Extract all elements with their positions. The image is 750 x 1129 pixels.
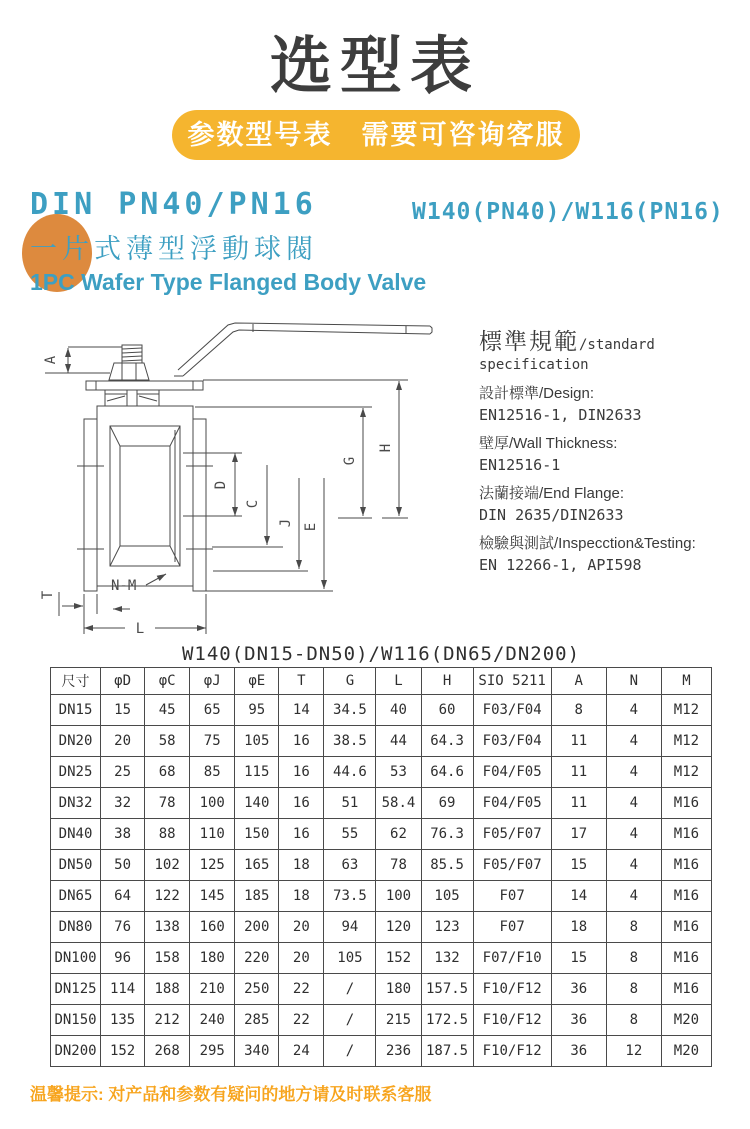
- table-cell: M20: [661, 1036, 711, 1067]
- spec-items: [479, 382, 747, 574]
- spec-item-label: 法蘭接端/End Flange:: [479, 485, 625, 502]
- table-cell: 55: [324, 819, 376, 850]
- table-cell: M12: [661, 757, 711, 788]
- table-cell: M12: [661, 726, 711, 757]
- table-cell: 102: [145, 850, 190, 881]
- table-cell: 105: [324, 943, 376, 974]
- standard-specification: [479, 323, 747, 574]
- table-cell: 45: [145, 695, 190, 726]
- table-row: [51, 695, 712, 726]
- table-row: [51, 1036, 712, 1067]
- table-cell: 68: [145, 757, 190, 788]
- table-cell: 32: [101, 788, 145, 819]
- table-cell: 20: [279, 943, 324, 974]
- table-cell: F10/F12: [473, 1036, 551, 1067]
- page-title: 选型表: [269, 32, 480, 101]
- table-cell: 212: [145, 1005, 190, 1036]
- table-cell: DN100: [51, 943, 101, 974]
- column-header: φJ: [190, 668, 235, 695]
- table-cell: 69: [421, 788, 473, 819]
- table-body: [51, 695, 712, 1067]
- table-cell: 12: [606, 1036, 661, 1067]
- table-cell: 51: [324, 788, 376, 819]
- table-cell: 215: [376, 1005, 421, 1036]
- table-cell: 152: [376, 943, 421, 974]
- table-cell: DN65: [51, 881, 101, 912]
- table-cell: 4: [606, 726, 661, 757]
- table-header-row: [51, 668, 712, 695]
- table-cell: 63: [324, 850, 376, 881]
- table-cell: 85.5: [421, 850, 473, 881]
- table-cell: 123: [421, 912, 473, 943]
- table-cell: 125: [190, 850, 235, 881]
- table-cell: DN125: [51, 974, 101, 1005]
- table-cell: 236: [376, 1036, 421, 1067]
- product-name-cn: 一片式薄型浮動球閥: [30, 234, 318, 264]
- table-cell: F05/F07: [473, 850, 551, 881]
- column-header: H: [421, 668, 473, 695]
- table-cell: 85: [190, 757, 235, 788]
- table-cell: F04/F05: [473, 788, 551, 819]
- dim-label-l: L: [135, 621, 145, 637]
- valve-drawing-icon: [25, 298, 460, 646]
- table-cell: F04/F05: [473, 757, 551, 788]
- table-cell: DN150: [51, 1005, 101, 1036]
- table-cell: M16: [661, 819, 711, 850]
- table-cell: 88: [145, 819, 190, 850]
- table-cell: 240: [190, 1005, 235, 1036]
- table-row: [51, 974, 712, 1005]
- table-cell: 11: [551, 757, 606, 788]
- product-name-en: 1PC Wafer Type Flanged Body Valve: [30, 269, 427, 295]
- table-cell: 78: [145, 788, 190, 819]
- table-cell: 135: [101, 1005, 145, 1036]
- table-cell: M12: [661, 695, 711, 726]
- table-cell: 14: [551, 881, 606, 912]
- banner-pill: 参数型号表 需要可咨询客服: [172, 110, 580, 160]
- table-cell: 295: [190, 1036, 235, 1067]
- table-cell: 268: [145, 1036, 190, 1067]
- column-header: φE: [235, 668, 279, 695]
- table-cell: F07: [473, 912, 551, 943]
- table-cell: DN32: [51, 788, 101, 819]
- column-header: M: [661, 668, 711, 695]
- table-cell: 95: [235, 695, 279, 726]
- table-cell: 36: [551, 1005, 606, 1036]
- table-row: [51, 943, 712, 974]
- table-cell: 180: [190, 943, 235, 974]
- table-cell: 16: [279, 757, 324, 788]
- column-header: 尺寸: [51, 668, 101, 695]
- table-cell: 50: [101, 850, 145, 881]
- table-cell: M16: [661, 912, 711, 943]
- product-series: DIN PN40/PN16: [30, 187, 317, 222]
- table-cell: 16: [279, 726, 324, 757]
- table-cell: 38.5: [324, 726, 376, 757]
- table-cell: M20: [661, 1005, 711, 1036]
- table-cell: 18: [551, 912, 606, 943]
- table-row: [51, 819, 712, 850]
- table-cell: 15: [551, 943, 606, 974]
- footer-note: 温馨提示: 对产品和参数有疑问的地方请及时联系客服: [30, 1085, 432, 1104]
- table-cell: DN15: [51, 695, 101, 726]
- table-cell: 20: [101, 726, 145, 757]
- table-cell: 15: [551, 850, 606, 881]
- table-cell: 220: [235, 943, 279, 974]
- spec-item-value: EN12516-1: [479, 456, 561, 474]
- column-header: N: [606, 668, 661, 695]
- table-cell: 44.6: [324, 757, 376, 788]
- table-cell: /: [324, 1036, 376, 1067]
- table-cell: M16: [661, 943, 711, 974]
- table-cell: 145: [190, 881, 235, 912]
- table-cell: 138: [145, 912, 190, 943]
- table-cell: 4: [606, 881, 661, 912]
- spec-item-label: 檢驗與測試/Inspecction&Testing:: [479, 535, 696, 552]
- table-cell: DN25: [51, 757, 101, 788]
- table-cell: 22: [279, 1005, 324, 1036]
- dim-label-nm: N-M: [111, 578, 137, 594]
- spec-item-value: DIN 2635/DIN2633: [479, 506, 624, 524]
- table-cell: 76.3: [421, 819, 473, 850]
- table-cell: 188: [145, 974, 190, 1005]
- table-cell: 20: [279, 912, 324, 943]
- table-cell: 4: [606, 695, 661, 726]
- dimension-table: [50, 667, 712, 1067]
- table-cell: F10/F12: [473, 1005, 551, 1036]
- table-cell: 150: [235, 819, 279, 850]
- table-cell: F07/F10: [473, 943, 551, 974]
- table-cell: 22: [279, 974, 324, 1005]
- table-row: [51, 881, 712, 912]
- table-cell: 4: [606, 788, 661, 819]
- table-cell: 105: [421, 881, 473, 912]
- table-cell: 114: [101, 974, 145, 1005]
- table-cell: 34.5: [324, 695, 376, 726]
- table-cell: 73.5: [324, 881, 376, 912]
- table-cell: 158: [145, 943, 190, 974]
- table-cell: 60: [421, 695, 473, 726]
- table-cell: 172.5: [421, 1005, 473, 1036]
- table-cell: 40: [376, 695, 421, 726]
- table-cell: 18: [279, 881, 324, 912]
- dim-label-t: T: [40, 590, 56, 600]
- spec-item-value: EN 12266-1, API598: [479, 556, 642, 574]
- table-cell: 64.3: [421, 726, 473, 757]
- dim-label-a: A: [43, 355, 59, 365]
- table-cell: 152: [101, 1036, 145, 1067]
- table-cell: 8: [606, 912, 661, 943]
- table-cell: F07: [473, 881, 551, 912]
- product-heading: [30, 187, 426, 296]
- table-cell: 157.5: [421, 974, 473, 1005]
- table-cell: 8: [606, 974, 661, 1005]
- table-cell: 11: [551, 788, 606, 819]
- table-cell: 100: [376, 881, 421, 912]
- table-cell: 4: [606, 819, 661, 850]
- table-cell: 132: [421, 943, 473, 974]
- table-cell: M16: [661, 974, 711, 1005]
- table-cell: 64.6: [421, 757, 473, 788]
- table-cell: F03/F04: [473, 726, 551, 757]
- table-cell: 110: [190, 819, 235, 850]
- table-cell: 160: [190, 912, 235, 943]
- dim-label-c: C: [245, 499, 261, 509]
- table-row: [51, 912, 712, 943]
- table-cell: 285: [235, 1005, 279, 1036]
- table-cell: 340: [235, 1036, 279, 1067]
- table-cell: M16: [661, 850, 711, 881]
- table-cell: DN80: [51, 912, 101, 943]
- table-cell: DN20: [51, 726, 101, 757]
- table-cell: 120: [376, 912, 421, 943]
- table-cell: 16: [279, 819, 324, 850]
- dim-label-e: E: [303, 522, 319, 532]
- table-cell: 65: [190, 695, 235, 726]
- table-cell: 36: [551, 1036, 606, 1067]
- table-cell: DN50: [51, 850, 101, 881]
- table-cell: 38: [101, 819, 145, 850]
- table-cell: DN200: [51, 1036, 101, 1067]
- table-cell: 64: [101, 881, 145, 912]
- table-cell: 8: [606, 943, 661, 974]
- table-cell: 94: [324, 912, 376, 943]
- spec-item-label: 設計標準/Design:: [479, 385, 595, 402]
- table-cell: 53: [376, 757, 421, 788]
- column-header: φD: [101, 668, 145, 695]
- table-cell: 11: [551, 726, 606, 757]
- table-row: [51, 757, 712, 788]
- table-cell: 185: [235, 881, 279, 912]
- table-cell: 58.4: [376, 788, 421, 819]
- table-cell: 140: [235, 788, 279, 819]
- column-header: T: [279, 668, 324, 695]
- table-row: [51, 788, 712, 819]
- table-cell: 200: [235, 912, 279, 943]
- table-cell: 122: [145, 881, 190, 912]
- table-cell: 17: [551, 819, 606, 850]
- table-cell: M16: [661, 788, 711, 819]
- column-header: L: [376, 668, 421, 695]
- table-cell: 16: [279, 788, 324, 819]
- table-cell: DN40: [51, 819, 101, 850]
- table-cell: 75: [190, 726, 235, 757]
- table-cell: 62: [376, 819, 421, 850]
- table-row: [51, 850, 712, 881]
- specs-heading-en: /standard specification: [479, 337, 655, 373]
- table-cell: 187.5: [421, 1036, 473, 1067]
- table-cell: 250: [235, 974, 279, 1005]
- dim-label-j: J: [278, 518, 294, 528]
- table-cell: 4: [606, 757, 661, 788]
- table-cell: 14: [279, 695, 324, 726]
- table-row: [51, 726, 712, 757]
- table-cell: 8: [551, 695, 606, 726]
- dim-label-h: H: [378, 443, 394, 453]
- table-cell: 58: [145, 726, 190, 757]
- table-cell: 105: [235, 726, 279, 757]
- table-cell: 100: [190, 788, 235, 819]
- table-cell: 4: [606, 850, 661, 881]
- product-models: W140(PN40)/W116(PN16): [412, 199, 724, 225]
- table-cell: 96: [101, 943, 145, 974]
- spec-item-value: EN12516-1, DIN2633: [479, 406, 642, 424]
- spec-item-label: 壁厚/Wall Thickness:: [479, 435, 618, 452]
- table-cell: 165: [235, 850, 279, 881]
- table-cell: 25: [101, 757, 145, 788]
- column-header: SIO 5211: [473, 668, 551, 695]
- dim-label-g: G: [342, 456, 358, 466]
- column-header: φC: [145, 668, 190, 695]
- specs-heading: [479, 323, 747, 374]
- table-cell: F10/F12: [473, 974, 551, 1005]
- column-header: A: [551, 668, 606, 695]
- table-cell: 15: [101, 695, 145, 726]
- table-cell: 76: [101, 912, 145, 943]
- table-cell: 115: [235, 757, 279, 788]
- table-cell: 8: [606, 1005, 661, 1036]
- dim-label-d: D: [213, 480, 229, 490]
- table-cell: M16: [661, 881, 711, 912]
- specs-heading-cn: 標準規範: [479, 328, 579, 354]
- table-cell: 24: [279, 1036, 324, 1067]
- table-cell: 18: [279, 850, 324, 881]
- table-cell: 44: [376, 726, 421, 757]
- table-cell: 36: [551, 974, 606, 1005]
- table-cell: /: [324, 1005, 376, 1036]
- table-cell: /: [324, 974, 376, 1005]
- table-cell: 210: [190, 974, 235, 1005]
- column-header: G: [324, 668, 376, 695]
- table-cell: 78: [376, 850, 421, 881]
- table-cell: F05/F07: [473, 819, 551, 850]
- table-title: W140(DN15-DN50)/W116(DN65/DN200): [181, 643, 581, 665]
- table-row: [51, 1005, 712, 1036]
- table-cell: 180: [376, 974, 421, 1005]
- table-cell: F03/F04: [473, 695, 551, 726]
